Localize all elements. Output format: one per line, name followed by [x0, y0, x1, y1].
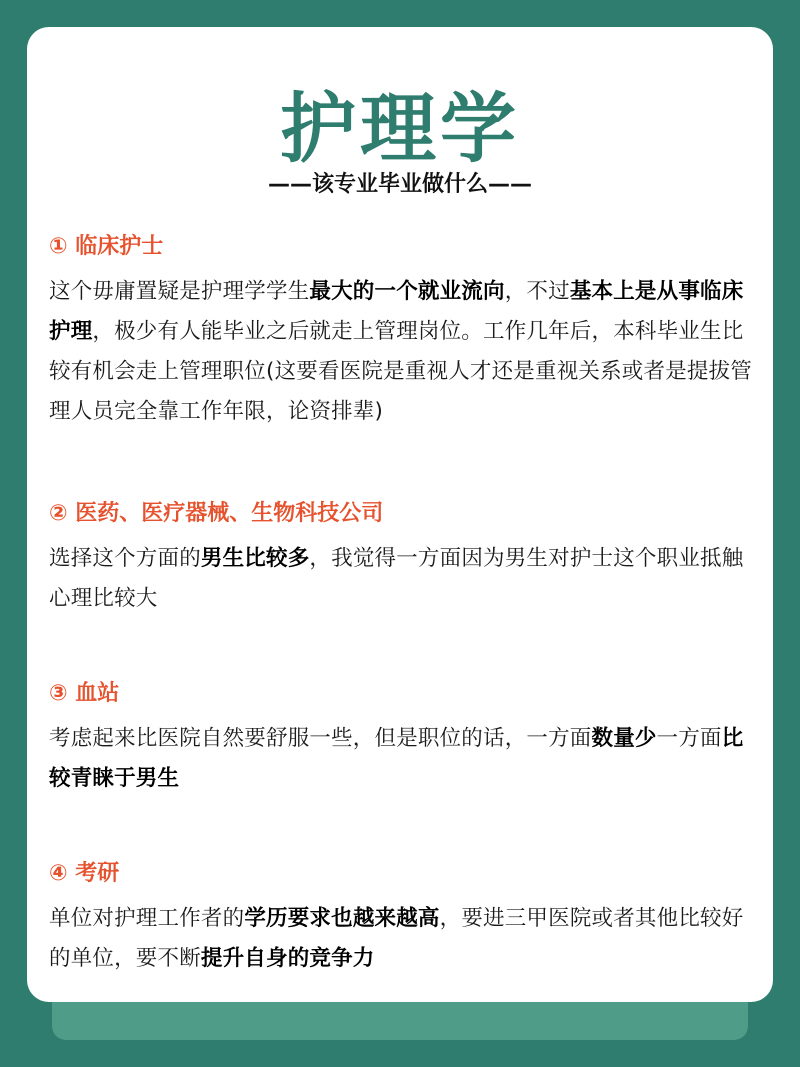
emphasis-text: 提升自身的竞争力 — [200, 946, 375, 971]
body-text: 单位对护理工作者的 — [49, 906, 245, 931]
content-card — [27, 27, 773, 1002]
emphasis-text: 男生比较多 — [200, 546, 310, 571]
section-medical-companies — [49, 497, 759, 619]
section-body — [49, 719, 759, 799]
emphasis-text: 数量少 — [591, 726, 657, 751]
page-title: 护理学 — [280, 84, 520, 173]
body-text: 这个毋庸置疑是护理学学生 — [49, 279, 310, 304]
section-blood-station — [49, 677, 759, 799]
emphasis-text: 学历要求也越来越高 — [244, 906, 440, 931]
body-text: 一方面 — [656, 726, 722, 751]
page-subtitle: ——该专业毕业做什么—— — [267, 172, 532, 197]
section-body — [49, 899, 759, 979]
section-clinical-nurse — [49, 230, 759, 432]
section-graduate-study — [49, 857, 759, 979]
body-text: 考虑起来比医院自然要舒服一些，但是职位的话，一方面 — [49, 726, 592, 751]
section-heading: ④ 考研 — [49, 861, 120, 886]
body-text: ，我觉得一方面因为男生对护士这个职业抵触心理比较大 — [49, 546, 744, 611]
body-text: ，不过 — [504, 279, 570, 304]
body-text: 选择这个方面的 — [49, 546, 201, 571]
emphasis-text: 基本上是从事临床护理 — [49, 279, 744, 344]
body-text: ，极少有人能毕业之后就走上管理岗位。工作几年后，本科毕业生比较有机会走上管理职位(这要看医院是重视人才还是重视关系或者是提拔管理人员完全靠工作年限，论资排辈) — [49, 319, 752, 424]
section-body — [49, 539, 759, 619]
body-text: ，要进三甲医院或者其他比较好的单位，要不断 — [49, 906, 744, 971]
emphasis-text: 最大的一个就业流向 — [309, 279, 505, 304]
section-heading: ③ 血站 — [49, 681, 120, 706]
section-heading: ① 临床护士 — [49, 234, 164, 259]
section-body — [49, 272, 759, 432]
emphasis-text: 比较青睐于男生 — [49, 726, 744, 791]
section-heading: ② 医药、医疗器械、生物科技公司 — [49, 501, 384, 526]
